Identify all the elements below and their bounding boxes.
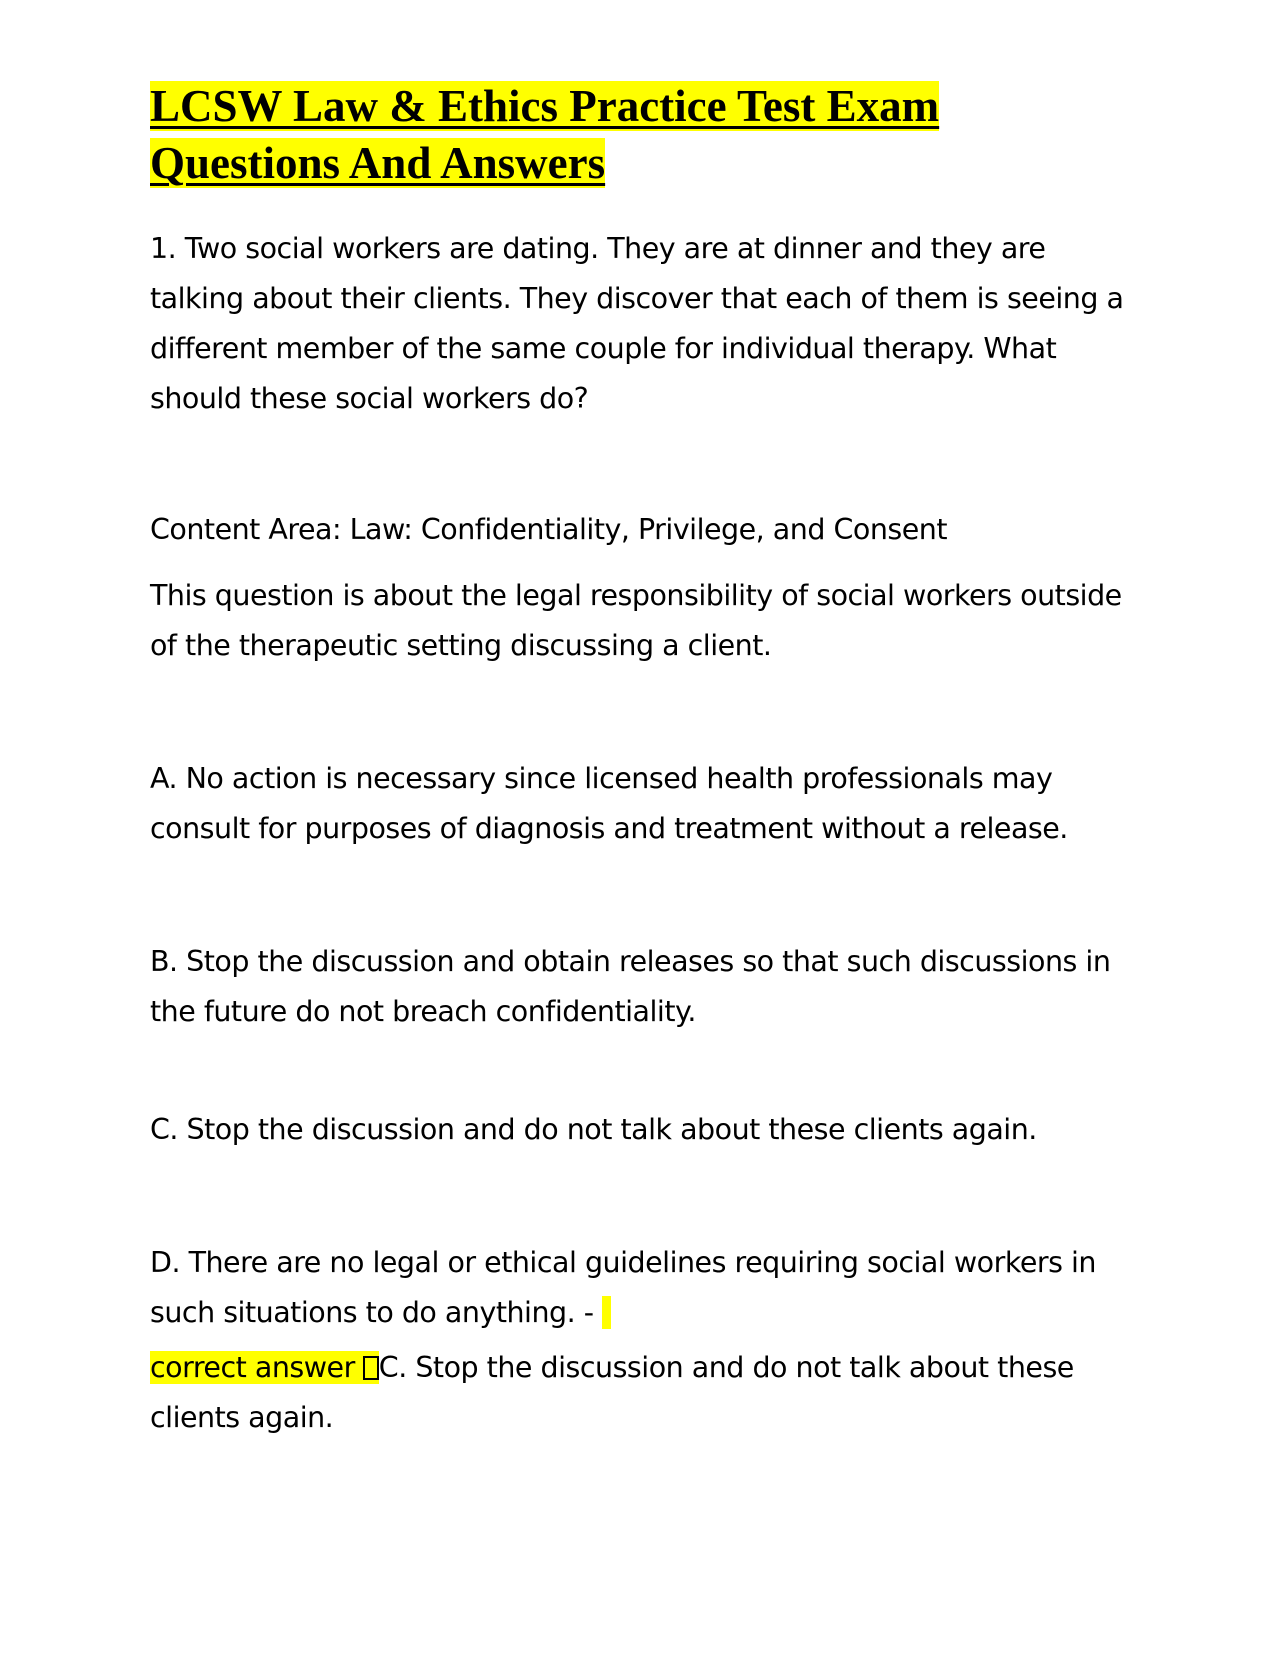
missing-glyph-icon [363, 1356, 379, 1380]
option-d [150, 1238, 1130, 1338]
correct-answer-text: C. Stop the discussion and do not talk about these clients again. [150, 1351, 1074, 1434]
answer-highlight-marker [602, 1296, 611, 1329]
option-c: C. Stop the discussion and do not talk about these clients again. [150, 1113, 1037, 1146]
question-text: 1. Two social workers are dating. They are at dinner and they are talking about their clients. They discover that each of them is seeing a different member of the same couple for individual therapy. What should these social workers do? [150, 232, 1124, 415]
correct-answer-label: correct answer [150, 1351, 355, 1384]
document-title [150, 78, 1130, 192]
correct-answer [150, 1343, 1130, 1443]
correct-answer-label-highlight [150, 1351, 379, 1384]
option-b: B. Stop the discussion and obtain releases so that such discussions in the future do not breach confidentiality. [150, 945, 1111, 1028]
option-a: A. No action is necessary since licensed health professionals may consult for purposes of diagnosis and treatment without a release. [150, 762, 1068, 845]
title-line-1: LCSW Law & Ethics Practice Test Exam [150, 81, 940, 131]
document-content [150, 78, 1130, 1443]
question-description: This question is about the legal responsibility of social workers outside of the therapeutic setting discussing a client. [150, 579, 1122, 662]
content-area-label: Content Area: Law: Confidentiality, Privilege, and Consent [150, 513, 947, 546]
option-d-text: D. There are no legal or ethical guidelines requiring social workers in such situations to do anything. - [150, 1246, 1096, 1329]
title-line-2: Questions And Answers [150, 138, 606, 188]
